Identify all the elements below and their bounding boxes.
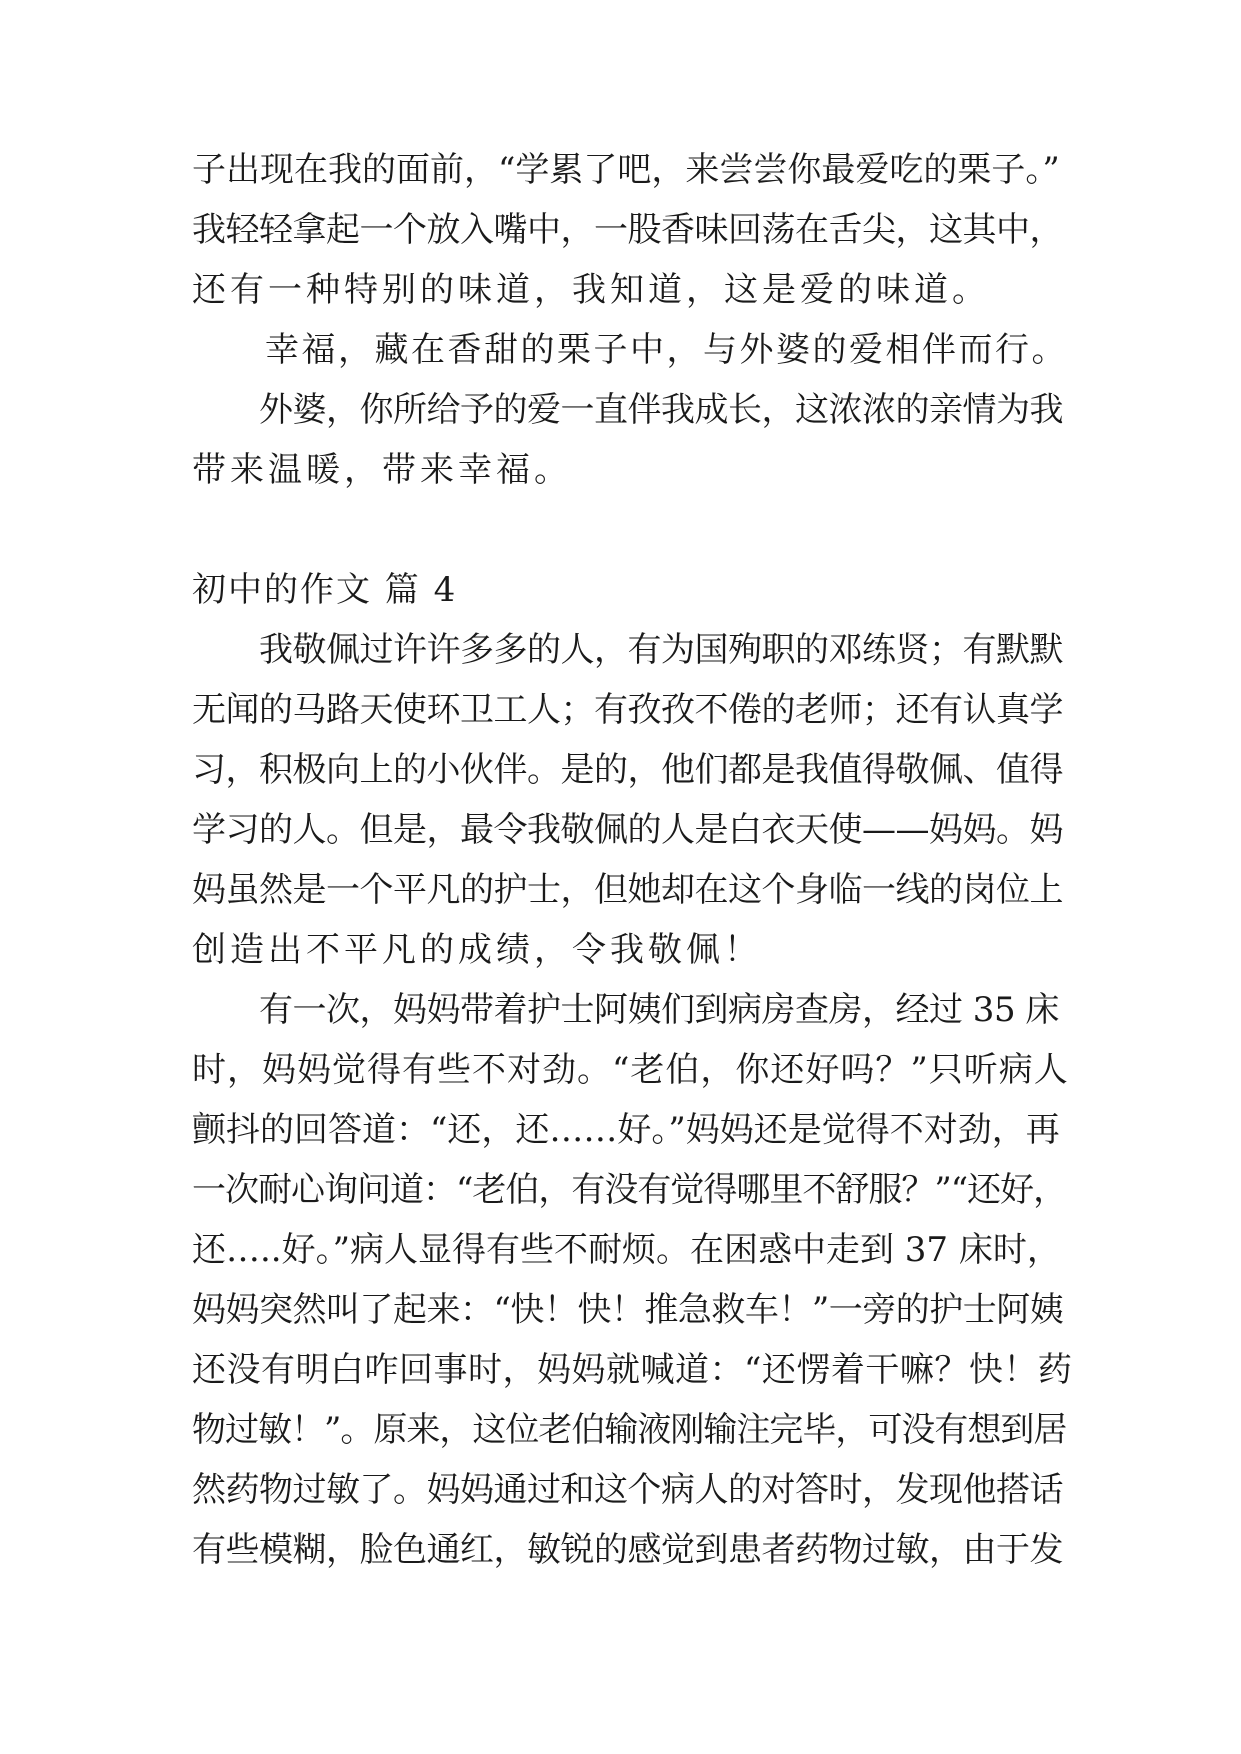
text-line: 有一次，妈妈带着护士阿姨们到病房查房，经过 35 床 <box>192 990 1059 1030</box>
text-line: 然药物过敏了。妈妈通过和这个病人的对答时，发现他搭话 <box>192 1470 1063 1510</box>
text-line: 我敬佩过许许多多的人，有为国殉职的邓练贤；有默默 <box>192 630 1063 670</box>
text-line: 一次耐心询问道：“老伯，有没有觉得哪里不舒服？”“还好， <box>192 1170 1067 1210</box>
section-heading: 初中的作文 篇 4 <box>192 570 458 610</box>
text-line: 无闻的马路天使环卫工人；有孜孜不倦的老师；还有认真学 <box>192 690 1063 730</box>
text-line: 还…..好。”病人显得有些不耐烦。在困惑中走到 37 床时， <box>192 1230 1061 1270</box>
continued-paragraph <box>192 140 1072 320</box>
text-line: 妈虽然是一个平凡的护士，但她却在这个身临一线的岗位上 <box>192 870 1063 910</box>
section-spacer <box>192 500 1072 560</box>
text-line: 时，妈妈觉得有些不对劲。“老伯，你还好吗？”只听病人 <box>192 1050 1069 1090</box>
text-line: 有些模糊，脸色通红，敏锐的感觉到患者药物过敏，由于发 <box>192 1530 1063 1570</box>
text-line: 习，积极向上的小伙伴。是的，他们都是我值得敬佩、值得 <box>192 750 1063 790</box>
text-line: 还有一种特别的味道，我知道，这是爱的味道。 <box>192 270 990 310</box>
text-line: 我轻轻拿起一个放入嘴中，一股香味回荡在舌尖，这其中， <box>192 210 1063 250</box>
paragraph <box>192 380 1072 500</box>
text-line: 学习的人。但是，最令我敬佩的人是白衣天使——妈妈。妈 <box>192 810 1063 850</box>
paragraph <box>192 320 1072 380</box>
text-line: 子出现在我的面前，“学累了吧，来尝尝你最爱吃的栗子。” <box>192 150 1060 190</box>
paragraph <box>192 620 1072 980</box>
text-line: 带来温暖，带来幸福。 <box>192 450 572 490</box>
text-line: 外婆，你所给予的爱一直伴我成长，这浓浓的亲情为我 <box>192 390 1063 430</box>
text-line: 颤抖的回答道：“还，还……好。”妈妈还是觉得不对劲，再 <box>192 1110 1060 1150</box>
paragraph <box>192 980 1072 1580</box>
text-line: 幸福，藏在香甜的栗子中，与外婆的爱相伴而行。 <box>192 330 1068 370</box>
document-page <box>192 140 1072 1580</box>
text-line: 创造出不平凡的成绩，令我敬佩！ <box>192 930 762 970</box>
text-line: 妈妈突然叫了起来：“快！快！推急救车！”一旁的护士阿姨 <box>192 1290 1064 1330</box>
text-line: 物过敏！”。原来，这位老伯输液刚输注完毕，可没有想到居 <box>192 1410 1067 1450</box>
text-line: 还没有明白咋回事时，妈妈就喊道：“还愣着干嘛？快！药 <box>192 1350 1073 1390</box>
